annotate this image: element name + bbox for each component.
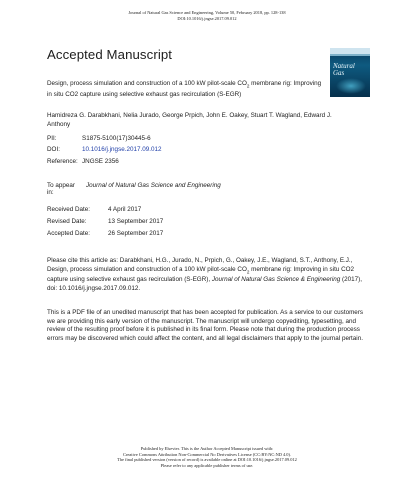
journal-cover-image bbox=[330, 48, 370, 97]
accepted-date-value: 26 September 2017 bbox=[108, 230, 164, 237]
citation-journal: Journal of Natural Gas Science & Engineering bbox=[211, 276, 341, 284]
footer-version-line: The final published version (version of record) is available online at DOI:10.1016/j.jngse.2017.09.012 bbox=[117, 457, 297, 462]
article-title: Design, process simulation and construction of a 100 kW pilot-scale $CO_2$ membrane rig: Improving in situ CO2 capture using selective exhaust gas recirculation (S-EGR) bbox=[47, 80, 322, 98]
author-list: Hamidreza G. Darabkhani, Nelia Jurado, George Prpich, John E. Oakey, Stuart T. Wagland, Edward J. Anthony bbox=[47, 112, 332, 128]
page-title: Accepted Manuscript bbox=[47, 47, 173, 62]
received-date-row bbox=[47, 206, 142, 213]
reference-row bbox=[47, 158, 119, 165]
citation-paragraph: Please cite this article as: Darabkhani, H.G., Jurado, N., Prpich, G., Oakey, J.E., Wagland, S.T., Anthony, E.J., Design, process simulation and construction of a 100 kW pilot-scale $CO_2$ membrane rig: Improving in situ CO2 capture using selective exhaust gas recirculation (S-EGR), Journal of Natural Gas Science & Engineering (2017), doi: 10.1016/j.jngse.2017.09.012. bbox=[47, 257, 363, 293]
received-date-label: Received Date: bbox=[47, 206, 91, 213]
footer-publisher-line: Published by Elsevier. This is the Author Accepted Manuscript issued with: bbox=[140, 446, 274, 451]
reference-value: JNGSE 2356 bbox=[82, 158, 119, 165]
journal-name: Journal of Natural Gas Science and Engineering bbox=[86, 182, 221, 189]
revised-date-value: 13 September 2017 bbox=[108, 218, 164, 225]
doi-row bbox=[47, 146, 162, 153]
revised-date-row bbox=[47, 218, 164, 225]
accepted-date-row bbox=[47, 230, 164, 237]
doi-header: DOI:10.1016/j.jngse.2017.09.012 bbox=[177, 16, 237, 21]
manuscript-notice: This is a PDF file of an unedited manuscript that has been accepted for publication. As a service to our customers we are providing this early version of the manuscript. The manuscript will undergo copyediting, typesetting, and review of the resulting proof before it is published in its final form. Please note that during the production process errors may be discovered which could affect the content, and all legal disclaimers that apply to the journal pertain. bbox=[47, 309, 364, 342]
pii-row bbox=[47, 135, 151, 142]
footer-terms-line: Please refer to any applicable publisher terms of use. bbox=[160, 462, 254, 468]
pii-label: PII: bbox=[47, 135, 57, 142]
footer-license-line: Creative Commons Attribution Non-Commercial No Derivatives License (CC:BY:NC:ND 4.0). bbox=[122, 451, 292, 457]
journal-citation-header: Journal of Natural Gas Science and Engineering, Volume 50, February 2018, pp. 128-138 bbox=[128, 10, 286, 15]
accepted-date-label: Accepted Date: bbox=[47, 230, 91, 237]
revised-date-label: Revised Date: bbox=[47, 218, 87, 225]
appear-in-label: To appear in: bbox=[47, 182, 76, 196]
pii-value: S1875-5100(17)30445-6 bbox=[82, 135, 151, 142]
received-date-value: 4 April 2017 bbox=[108, 206, 142, 213]
doi-link[interactable]: 10.1016/j.jngse.2017.09.012 bbox=[82, 146, 162, 153]
appear-in-row bbox=[47, 182, 221, 196]
cover-title: Natural Gas bbox=[333, 62, 355, 77]
doi-label: DOI: bbox=[47, 146, 60, 153]
reference-label: Reference: bbox=[47, 158, 78, 165]
